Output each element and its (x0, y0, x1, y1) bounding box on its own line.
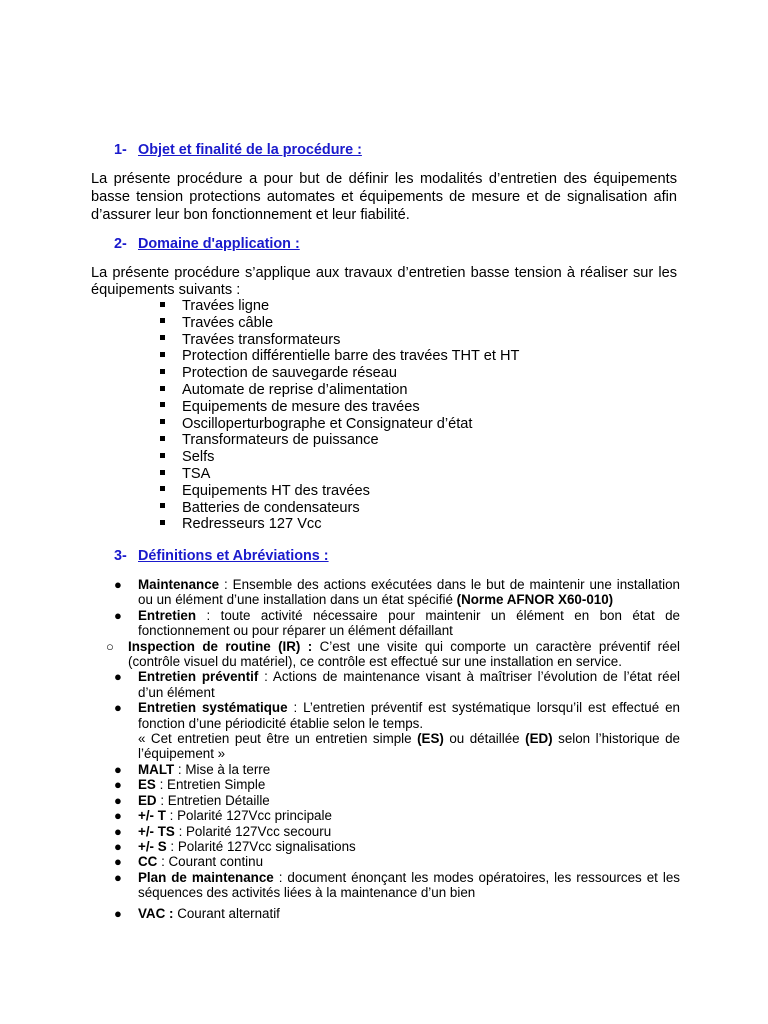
list-item-label: Redresseurs 127 Vcc (182, 516, 322, 533)
list-item-label: Automate de reprise d’alimentation (182, 381, 408, 398)
definition-polarite-ts (108, 824, 680, 839)
definition-maintenance (108, 577, 680, 608)
list-item (160, 500, 519, 517)
list-item (160, 348, 519, 365)
definition-term: Inspection de routine (IR) : (128, 638, 313, 654)
bullet-icon: ● (114, 808, 122, 824)
bullet-icon: ● (114, 905, 122, 921)
definition-cc (108, 854, 680, 869)
bullet-icon: ● (114, 777, 122, 793)
definition-term: Entretien systématique (138, 700, 288, 716)
list-item (160, 315, 519, 332)
definition-term: ED (138, 792, 157, 808)
section-heading-1 (114, 142, 362, 158)
bullet-icon: ● (114, 669, 122, 685)
definition-text: : Mise à la terre (174, 761, 271, 777)
list-item (160, 399, 519, 416)
square-bullet-icon (160, 419, 165, 424)
square-bullet-icon (160, 335, 165, 340)
definition-term: CC (138, 854, 158, 870)
list-item (160, 416, 519, 433)
list-item-label: Transformateurs de puissance (182, 432, 379, 449)
bullet-icon: ● (114, 838, 122, 854)
definition-term: Plan de maintenance (138, 869, 274, 885)
definition-text: : Entretien Détaille (156, 792, 270, 808)
list-item-label: TSA (182, 465, 211, 482)
quote-text: « Cet entretien peut être un entretien simple (138, 731, 418, 747)
section-1-paragraph: La présente procédure a pour but de définir les modalités d’entretien des équipements basse tension protections automates et équipements de mesure et de signalisation afin d’assurer leur bon fonctionnement et leur fiabilité. (91, 171, 677, 223)
square-bullet-icon (160, 369, 165, 374)
section-heading-2 (114, 236, 300, 252)
square-bullet-icon (160, 402, 165, 407)
definition-text: : Polarité 127Vcc principale (165, 808, 332, 824)
definition-term: MALT (138, 761, 175, 777)
definition-term: +/- T (138, 808, 166, 824)
definition-ed (108, 793, 680, 808)
definition-text: : Courant continu (157, 854, 264, 870)
definition-reference: (Norme AFNOR X60-010) (456, 592, 614, 608)
section-number: 3- (114, 548, 127, 564)
section-title: Définitions et Abréviations : (138, 548, 329, 564)
list-item-label: Protection de sauvegarde réseau (182, 365, 397, 382)
circle-bullet-icon: ○ (106, 638, 114, 654)
section-title: Domaine d'application : (138, 236, 300, 252)
square-bullet-icon (160, 386, 165, 391)
square-bullet-icon (160, 470, 165, 475)
bullet-icon: ● (114, 700, 122, 716)
list-item (160, 466, 519, 483)
section-number: 1- (114, 142, 127, 158)
definition-term: VAC : (138, 905, 174, 921)
definition-text: : Actions de maintenance visant à maîtriser l’évolution de l’état réel d’un élément (138, 669, 681, 700)
list-item (160, 332, 519, 349)
bullet-icon: ● (114, 607, 122, 623)
square-bullet-icon (160, 520, 165, 525)
definition-term: Maintenance (138, 577, 220, 592)
definition-malt (108, 762, 680, 777)
definition-term: +/- TS (138, 823, 175, 839)
bullet-icon: ● (114, 761, 122, 777)
list-item-label: Batteries de condensateurs (182, 499, 360, 516)
bullet-icon: ● (114, 823, 122, 839)
quote-text: ou détaillée (443, 731, 526, 747)
definition-polarite-t (108, 808, 680, 823)
list-item-label: Travées transformateurs (182, 331, 341, 348)
list-item-label: Equipements HT des travées (182, 482, 370, 499)
definitions-list (108, 577, 680, 921)
square-bullet-icon (160, 352, 165, 357)
definition-text: : Polarité 127Vcc secouru (174, 823, 332, 839)
bullet-icon: ● (114, 577, 122, 592)
definition-text: : toute activité nécessaire pour maintenir un élément en bon état de fonctionnement ou pour réparer un élément défaillant (138, 607, 680, 639)
list-item (160, 483, 519, 500)
equipment-list (160, 298, 519, 533)
definition-es (108, 777, 680, 792)
definition-text: : Polarité 127Vcc signalisations (166, 838, 356, 854)
section-2-intro: La présente procédure s’applique aux travaux d’entretien basse tension à réaliser sur les équipements suivants : (91, 265, 677, 298)
list-item-label: Travées ligne (182, 298, 270, 314)
list-item-label: Protection différentielle barre des travées THT et HT (182, 348, 520, 365)
section-heading-3 (114, 548, 329, 564)
square-bullet-icon (160, 436, 165, 441)
abbr-ed: (ED) (525, 731, 553, 747)
list-item-label: Travées câble (182, 314, 274, 331)
definition-text: : Entretien Simple (155, 777, 266, 793)
definition-text: Courant alternatif (173, 905, 280, 921)
bullet-icon: ● (114, 869, 122, 885)
definition-entretien-preventif (108, 669, 680, 700)
definition-term: ES (138, 777, 156, 793)
bullet-icon: ● (114, 854, 122, 870)
definition-quote (138, 731, 680, 761)
bullet-icon: ● (114, 792, 122, 808)
list-item (160, 382, 519, 399)
list-item (160, 449, 519, 466)
list-item (160, 432, 519, 449)
list-item (160, 298, 519, 315)
list-item-label: Oscilloperturbographe et Consignateur d’état (182, 415, 473, 432)
definition-entretien-systematique (108, 700, 680, 762)
definition-text: : L’entretien préventif est systématique lorsqu’il est effectué en fonction d’une périodicité établie selon le temps. (138, 700, 681, 731)
definition-text: : Ensemble des actions exécutées dans le but de maintenir une installation ou un élément d’une installation dans un état spécifié (138, 577, 680, 608)
definition-vac (108, 906, 680, 921)
quote-text: selon l’historique de l’équipement » (138, 731, 681, 762)
definition-text: C’est une visite qui comporte un caractère préventif réel (contrôle visuel du matériel), ce contrôle est effectué sur une installation en service. (128, 638, 680, 670)
definition-plan-maintenance (108, 870, 680, 901)
square-bullet-icon (160, 486, 165, 491)
definition-term: +/- S (138, 838, 167, 854)
list-item (160, 365, 519, 382)
list-item (160, 516, 519, 533)
abbr-es: (ES) (417, 731, 444, 747)
square-bullet-icon (160, 503, 165, 508)
definition-polarite-s (108, 839, 680, 854)
square-bullet-icon (160, 302, 165, 307)
definition-inspection-routine (108, 639, 680, 670)
definition-term: Entretien (138, 607, 197, 623)
square-bullet-icon (160, 453, 165, 458)
definition-text: : document énonçant les modes opératoires, les ressources et les séquences des activités liées à la maintenance d’un bien (138, 869, 680, 901)
definition-term: Entretien préventif (138, 669, 259, 685)
square-bullet-icon (160, 318, 165, 323)
definition-entretien (108, 608, 680, 639)
list-item-label: Selfs (182, 449, 215, 466)
section-number: 2- (114, 236, 127, 252)
section-title: Objet et finalité de la procédure : (138, 142, 362, 158)
list-item-label: Equipements de mesure des travées (182, 398, 420, 415)
